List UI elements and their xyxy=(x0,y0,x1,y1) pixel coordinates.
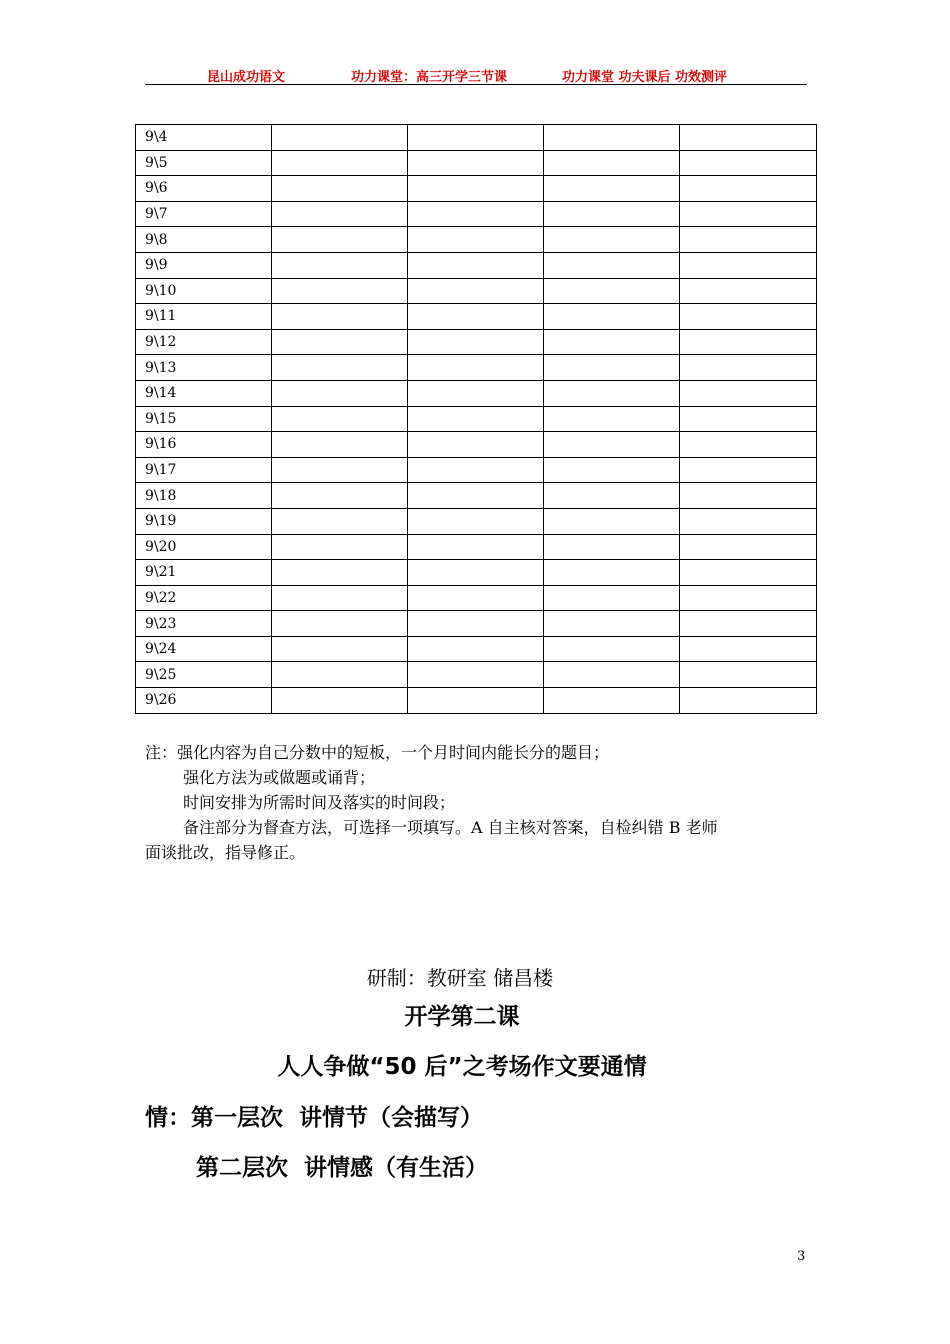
empty-cell xyxy=(272,457,408,483)
empty-cell xyxy=(680,611,817,637)
level-two-heading: 第二层次 讲情感（有生活） xyxy=(196,1155,489,1181)
empty-cell xyxy=(272,227,408,253)
empty-cell xyxy=(544,457,680,483)
empty-cell xyxy=(544,688,680,714)
empty-cell xyxy=(272,432,408,458)
empty-cell xyxy=(272,380,408,406)
empty-cell xyxy=(544,176,680,202)
empty-cell xyxy=(680,662,817,688)
empty-cell xyxy=(544,125,680,151)
empty-cell xyxy=(544,252,680,278)
empty-cell xyxy=(680,150,817,176)
empty-cell xyxy=(408,227,544,253)
table-row xyxy=(136,534,817,560)
table-row xyxy=(136,201,817,227)
empty-cell xyxy=(680,176,817,202)
empty-cell xyxy=(408,432,544,458)
empty-cell xyxy=(680,252,817,278)
empty-cell xyxy=(680,380,817,406)
date-cell: 9\14 xyxy=(136,380,272,406)
empty-cell xyxy=(272,176,408,202)
empty-cell xyxy=(408,483,544,509)
page-header xyxy=(145,62,807,85)
header-middle-text: 功力课堂：高三开学三节课 xyxy=(351,70,508,85)
empty-cell xyxy=(408,355,544,381)
empty-cell xyxy=(408,201,544,227)
empty-cell xyxy=(272,278,408,304)
note-line: 注：强化内容为自己分数中的短板，一个月时间内能长分的题目； xyxy=(145,743,610,762)
empty-cell xyxy=(272,483,408,509)
table-body xyxy=(136,125,817,714)
table-row xyxy=(136,252,817,278)
empty-cell xyxy=(680,329,817,355)
date-cell: 9\23 xyxy=(136,611,272,637)
empty-cell xyxy=(680,278,817,304)
date-cell: 9\9 xyxy=(136,252,272,278)
empty-cell xyxy=(544,278,680,304)
empty-cell xyxy=(680,406,817,432)
table-row xyxy=(136,560,817,586)
empty-cell xyxy=(680,125,817,151)
date-cell: 9\20 xyxy=(136,534,272,560)
author-line: 研制：教研室 储昌楼 xyxy=(366,966,554,990)
empty-cell xyxy=(680,508,817,534)
empty-cell xyxy=(680,483,817,509)
empty-cell xyxy=(272,560,408,586)
empty-cell xyxy=(408,304,544,330)
table-row xyxy=(136,125,817,151)
date-cell: 9\6 xyxy=(136,176,272,202)
lesson-subtitle: 人人争做“50 后”之考场作文要通情 xyxy=(277,1054,647,1080)
notes-section xyxy=(145,740,810,865)
empty-cell xyxy=(272,508,408,534)
table-row xyxy=(136,688,817,714)
date-cell: 9\4 xyxy=(136,125,272,151)
table-row xyxy=(136,304,817,330)
empty-cell xyxy=(544,662,680,688)
empty-cell xyxy=(408,150,544,176)
empty-cell xyxy=(408,662,544,688)
empty-cell xyxy=(272,636,408,662)
table-row xyxy=(136,380,817,406)
empty-cell xyxy=(680,534,817,560)
date-cell: 9\12 xyxy=(136,329,272,355)
page-number: 3 xyxy=(797,1249,806,1264)
empty-cell xyxy=(408,329,544,355)
empty-cell xyxy=(408,252,544,278)
empty-cell xyxy=(680,688,817,714)
empty-cell xyxy=(544,355,680,381)
empty-cell xyxy=(272,611,408,637)
empty-cell xyxy=(544,560,680,586)
date-cell: 9\22 xyxy=(136,585,272,611)
empty-cell xyxy=(544,636,680,662)
empty-cell xyxy=(544,611,680,637)
lesson-title: 开学第二课 xyxy=(404,1004,520,1030)
empty-cell xyxy=(408,457,544,483)
empty-cell xyxy=(272,662,408,688)
empty-cell xyxy=(544,585,680,611)
empty-cell xyxy=(408,585,544,611)
date-cell: 9\17 xyxy=(136,457,272,483)
table-row xyxy=(136,585,817,611)
empty-cell xyxy=(544,406,680,432)
date-cell: 9\21 xyxy=(136,560,272,586)
date-cell: 9\24 xyxy=(136,636,272,662)
empty-cell xyxy=(408,508,544,534)
empty-cell xyxy=(408,278,544,304)
empty-cell xyxy=(408,380,544,406)
empty-cell xyxy=(272,355,408,381)
empty-cell xyxy=(272,406,408,432)
date-cell: 9\18 xyxy=(136,483,272,509)
empty-cell xyxy=(408,176,544,202)
date-cell: 9\11 xyxy=(136,304,272,330)
empty-cell xyxy=(680,201,817,227)
empty-cell xyxy=(544,508,680,534)
table-row xyxy=(136,355,817,381)
empty-cell xyxy=(272,201,408,227)
header-right-text: 功力课堂 功夫课后 功效测评 xyxy=(562,70,728,85)
empty-cell xyxy=(680,585,817,611)
table-row xyxy=(136,457,817,483)
empty-cell xyxy=(544,201,680,227)
empty-cell xyxy=(272,125,408,151)
empty-cell xyxy=(272,534,408,560)
empty-cell xyxy=(544,483,680,509)
empty-cell xyxy=(680,355,817,381)
table-row xyxy=(136,150,817,176)
empty-cell xyxy=(680,432,817,458)
empty-cell xyxy=(544,304,680,330)
empty-cell xyxy=(408,534,544,560)
empty-cell xyxy=(272,688,408,714)
empty-cell xyxy=(272,585,408,611)
study-plan-table xyxy=(135,124,817,714)
empty-cell xyxy=(544,227,680,253)
empty-cell xyxy=(680,636,817,662)
table-row xyxy=(136,636,817,662)
empty-cell xyxy=(408,406,544,432)
level-one-heading: 情：第一层次 讲情节（会描写） xyxy=(145,1105,484,1131)
table-row xyxy=(136,611,817,637)
table-row xyxy=(136,483,817,509)
date-cell: 9\7 xyxy=(136,201,272,227)
table-row xyxy=(136,508,817,534)
header-left-text: 昆山成功语文 xyxy=(207,70,286,85)
date-cell: 9\15 xyxy=(136,406,272,432)
table-row xyxy=(136,406,817,432)
empty-cell xyxy=(272,150,408,176)
empty-cell xyxy=(680,227,817,253)
empty-cell xyxy=(408,636,544,662)
empty-cell xyxy=(272,252,408,278)
date-cell: 9\16 xyxy=(136,432,272,458)
table-row xyxy=(136,278,817,304)
empty-cell xyxy=(408,611,544,637)
empty-cell xyxy=(272,304,408,330)
table-row xyxy=(136,329,817,355)
table-row xyxy=(136,176,817,202)
date-cell: 9\25 xyxy=(136,662,272,688)
note-line: 面谈批改，指导修正。 xyxy=(145,843,306,862)
empty-cell xyxy=(680,560,817,586)
note-line: 强化方法为或做题或诵背； xyxy=(183,768,376,787)
table-row xyxy=(136,662,817,688)
date-cell: 9\19 xyxy=(136,508,272,534)
empty-cell xyxy=(544,380,680,406)
date-cell: 9\5 xyxy=(136,150,272,176)
date-cell: 9\26 xyxy=(136,688,272,714)
empty-cell xyxy=(544,329,680,355)
empty-cell xyxy=(544,150,680,176)
empty-cell xyxy=(408,125,544,151)
empty-cell xyxy=(544,432,680,458)
date-cell: 9\8 xyxy=(136,227,272,253)
table-row xyxy=(136,432,817,458)
empty-cell xyxy=(408,688,544,714)
empty-cell xyxy=(408,560,544,586)
note-line: 时间安排为所需时间及落实的时间段； xyxy=(183,793,456,812)
note-line: 备注部分为督查方法，可选择一项填写。A 自主核对答案，自检纠错 B 老师 xyxy=(183,818,718,837)
empty-cell xyxy=(544,534,680,560)
table-row xyxy=(136,227,817,253)
empty-cell xyxy=(272,329,408,355)
empty-cell xyxy=(680,457,817,483)
date-cell: 9\10 xyxy=(136,278,272,304)
empty-cell xyxy=(680,304,817,330)
date-cell: 9\13 xyxy=(136,355,272,381)
